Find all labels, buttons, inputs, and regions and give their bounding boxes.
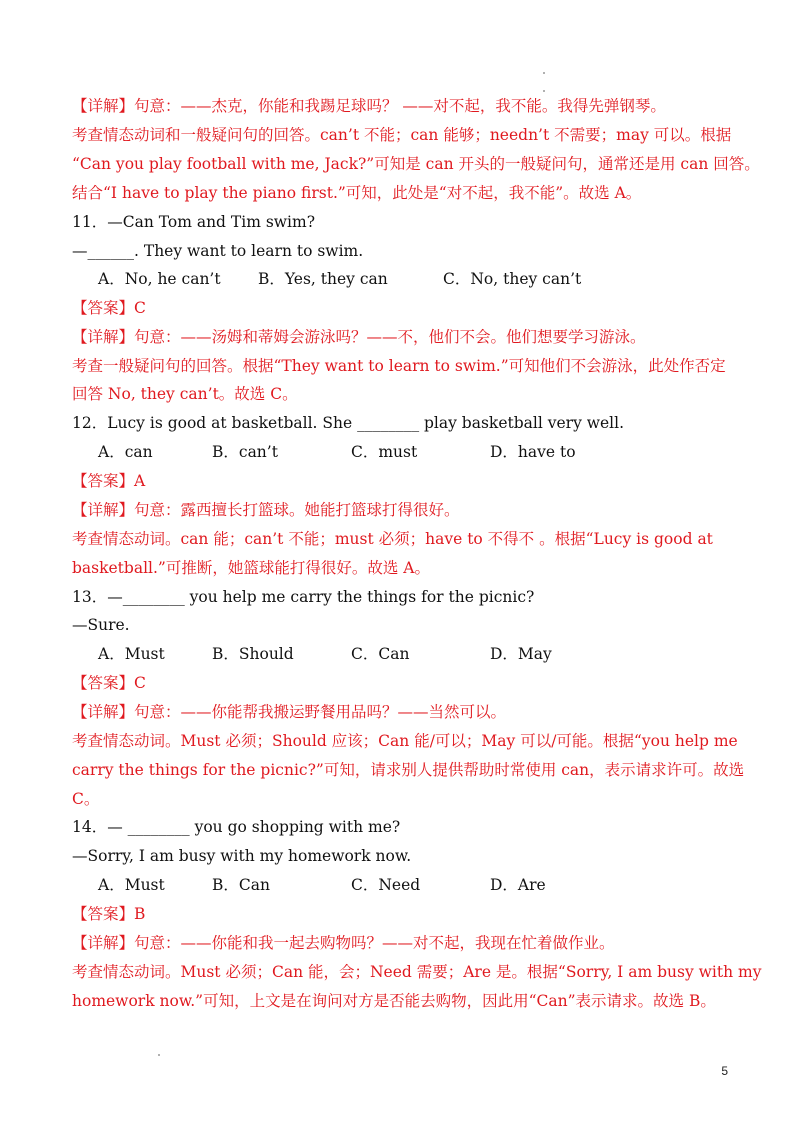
q14-detail-line3: homework now.”可知，上文是在询问对方是否能去购物，因此用“Can”表示请求。故选 B。	[72, 992, 716, 1010]
q13-option-c: C．Can	[351, 645, 410, 663]
q10-detail-line4: 结合“I have to play the piano first.”可知，此处是“对不起，我不能”。故选 A。	[72, 184, 642, 202]
q10-detail-line1: 【详解】句意：——杰克，你能和我踢足球吗？ ——对不起，我不能。我得先弹钢琴。	[72, 97, 666, 115]
q14-detail-line2: 考查情态动词。Must 必须；Can 能，会；Need 需要；Are 是。根据“Sorry, I am busy with my	[72, 963, 762, 981]
page-dot	[543, 72, 545, 74]
q12-answer: 【答案】A	[72, 472, 146, 490]
q13-question: 13．—________ you help me carry the things for the picnic?	[72, 588, 535, 606]
q10-detail-line3: “Can you play football with me, Jack?”可知是 can 开头的一般疑问句，通常还是用 can 回答。	[72, 155, 760, 173]
q13-option-b: B．Should	[212, 645, 294, 663]
q12-option-a: A．can	[98, 443, 153, 461]
q14-response-line: —Sorry, I am busy with my homework now.	[72, 847, 412, 865]
q12-question: 12．Lucy is good at basketball. She ________ play basketball very well.	[72, 414, 625, 432]
q14-detail-line1: 【详解】句意：——你能和我一起去购物吗？——对不起，我现在忙着做作业。	[72, 934, 615, 952]
q13-detail-line2: 考查情态动词。Must 必须；Should 应该；Can 能/可以；May 可以/可能。根据“you help me	[72, 732, 738, 750]
page-number: 5	[721, 1064, 728, 1078]
q11-question: 11．—Can Tom and Tim swim?	[72, 213, 316, 231]
q14-option-c: C．Need	[351, 876, 421, 894]
q11-option-a: A．No, he can’t	[98, 270, 221, 288]
q13-detail-line4: C。	[72, 790, 100, 808]
q12-detail-line1: 【详解】句意：露西擅长打篮球。她能打篮球打得很好。	[72, 501, 460, 519]
page-dot	[543, 90, 545, 92]
q11-answer: 【答案】C	[72, 299, 146, 317]
q14-question: 14．— ________ you go shopping with me?	[72, 818, 401, 836]
q13-detail-line3: carry the things for the picnic?”可知，请求别人提供帮助时常使用 can，表示请求许可。故选	[72, 761, 745, 779]
q14-option-a: A．Must	[98, 876, 165, 894]
q13-answer: 【答案】C	[72, 674, 146, 692]
q14-option-b: B．Can	[212, 876, 270, 894]
q12-detail-line3: basketball.”可推断，她篮球能打得很好。故选 A。	[72, 559, 430, 577]
q14-option-d: D．Are	[490, 876, 546, 894]
q13-response-line: —Sure.	[72, 616, 130, 634]
q10-detail-line2: 考查情态动词和一般疑问句的回答。can’t 不能；can 能够；needn’t 不需要；may 可以。根据	[72, 126, 732, 144]
q12-detail-line2: 考查情态动词。can 能；can’t 不能；must 必须；have to 不得不 。根据“Lucy is good at	[72, 530, 713, 548]
q11-option-b: B．Yes, they can	[258, 270, 388, 288]
q12-option-c: C．must	[351, 443, 418, 461]
q11-detail-line1: 【详解】句意：——汤姆和蒂姆会游泳吗？——不，他们不会。他们想要学习游泳。	[72, 328, 646, 346]
q11-response-line: —______. They want to learn to swim.	[72, 242, 364, 260]
q11-option-c: C．No, they can’t	[443, 270, 582, 288]
q13-option-a: A．Must	[98, 645, 165, 663]
q12-option-b: B．can’t	[212, 443, 278, 461]
q12-option-d: D．have to	[490, 443, 576, 461]
q11-detail-line2: 考查一般疑问句的回答。根据“They want to learn to swim.”可知他们不会游泳，此处作否定	[72, 357, 726, 375]
q14-answer: 【答案】B	[72, 905, 146, 923]
page-dot	[158, 1054, 160, 1056]
q11-detail-line3: 回答 No, they can’t。故选 C。	[72, 385, 298, 403]
q13-detail-line1: 【详解】句意：——你能帮我搬运野餐用品吗？——当然可以。	[72, 703, 507, 721]
q13-option-d: D．May	[490, 645, 552, 663]
